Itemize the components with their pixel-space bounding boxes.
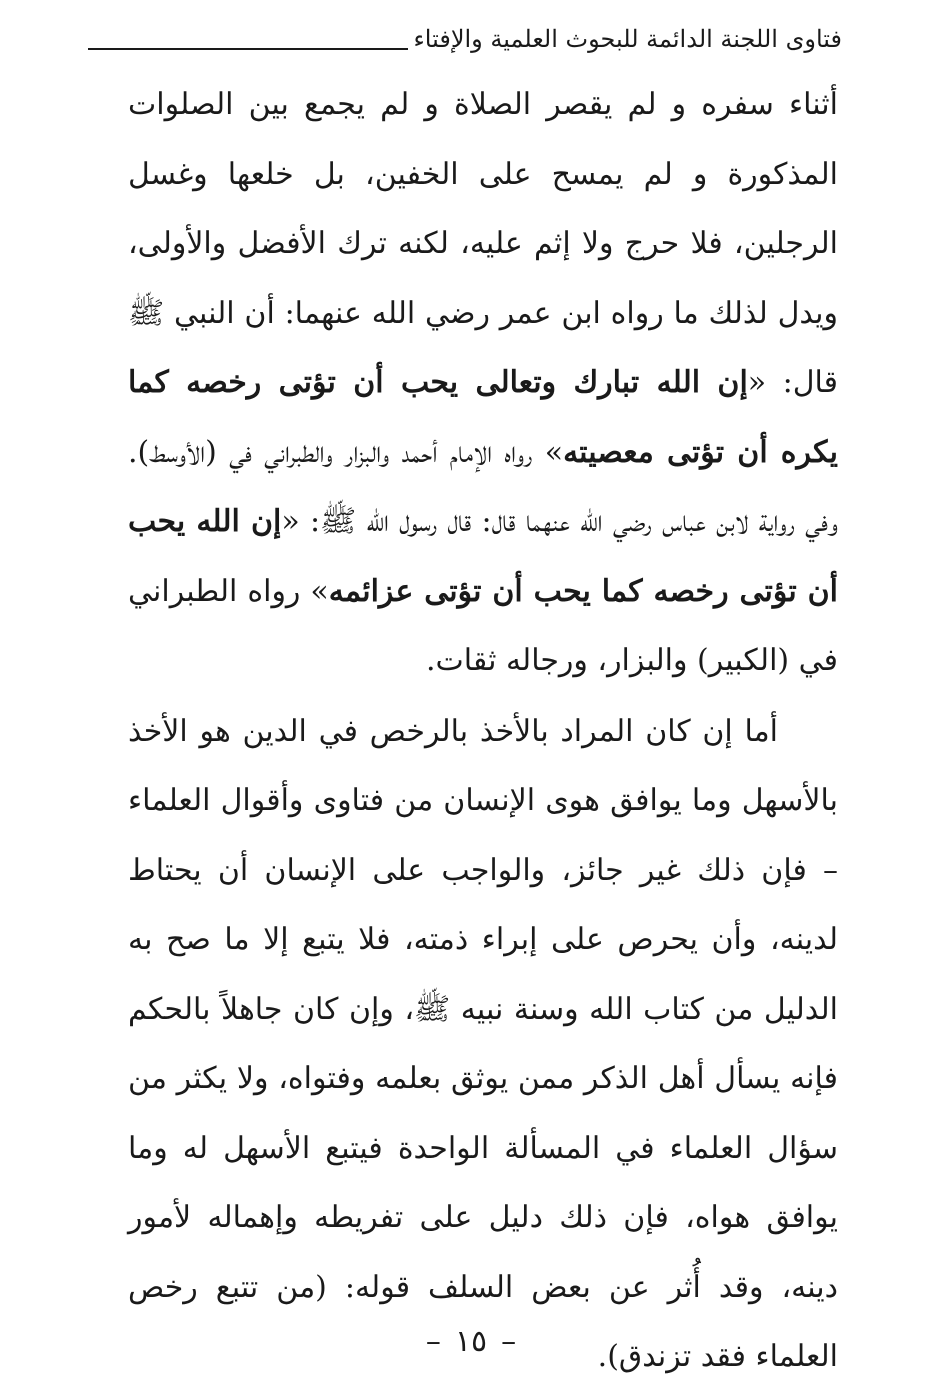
- header-title: فتاوى اللجنة الدائمة للبحوث العلمية والإفتاء: [413, 25, 842, 53]
- paragraph-1-text-3: » رواه الطبراني في (الكبير) والبزار، ورجاله ثقات.: [128, 573, 838, 678]
- running-header: [88, 22, 842, 56]
- body-text: [128, 70, 838, 1392]
- page-number-dash-left: –: [501, 1324, 517, 1359]
- paragraph-2: أما إن كان المراد بالأخذ بالرخص في الدين هو الأخذ بالأسهل وما يوافق هوى الإنسان من فتاوى وأقوال العلماء – فإن ذلك غير جائز، والواجب على الإنسان أن يحتاط لدينه، وأن يحرص على إبراء ذمته، فلا يتبع إلا ما صح به الدليل من كتاب الله وسنة نبيه ﷺ، وإن كان جاهلاً بالحكم فإنه يسأل أهل الذكر ممن يوثق بعلمه وفتواه، ولا يكثر من سؤال العلماء في المسألة الواحدة فيتبع الأسهل له وما يوافق هواه، فإن ذلك دليل على تفريطه وإهماله لأمور دينه، وقد أُثر عن بعض السلف قوله: (من تتبع رخص العلماء فقد تزندق).: [128, 713, 838, 1374]
- paragraph-1: [128, 70, 838, 696]
- page-number-dash-right: –: [425, 1324, 441, 1359]
- paragraph-1-text-1: أثناء سفره و لم يقصر الصلاة و لم يجمع بين الصلوات المذكورة و لم يمسح على الخفين، بل خلعها وغسل الرجلين، فلا حرج ولا إثم عليه، لكنه ترك الأفضل والأولى، ويدل لذلك ما رواه ابن عمر رضي الله عنهما: أن النبي ﷺ قال: «: [128, 87, 838, 400]
- paragraph-1-text-2: » رواه الإمام أحمد والبزار والطبراني في (الأوسط). وفي رواية لابن عباس رضي الله عنهما قال: قال رسول الله ﷺ: «: [128, 434, 839, 539]
- hadith-quote-2: إن الله يحب أن تؤتى رخصه كما يحب أن تؤتى عزائمه: [128, 504, 838, 609]
- header-rule: [88, 48, 408, 50]
- page-number-value: ١٥: [454, 1324, 488, 1359]
- page-number: [0, 1322, 942, 1362]
- hadith-quote-1: إن الله تبارك وتعالى يحب أن تؤتى رخصه كما يكره أن تؤتى معصيته: [128, 365, 838, 470]
